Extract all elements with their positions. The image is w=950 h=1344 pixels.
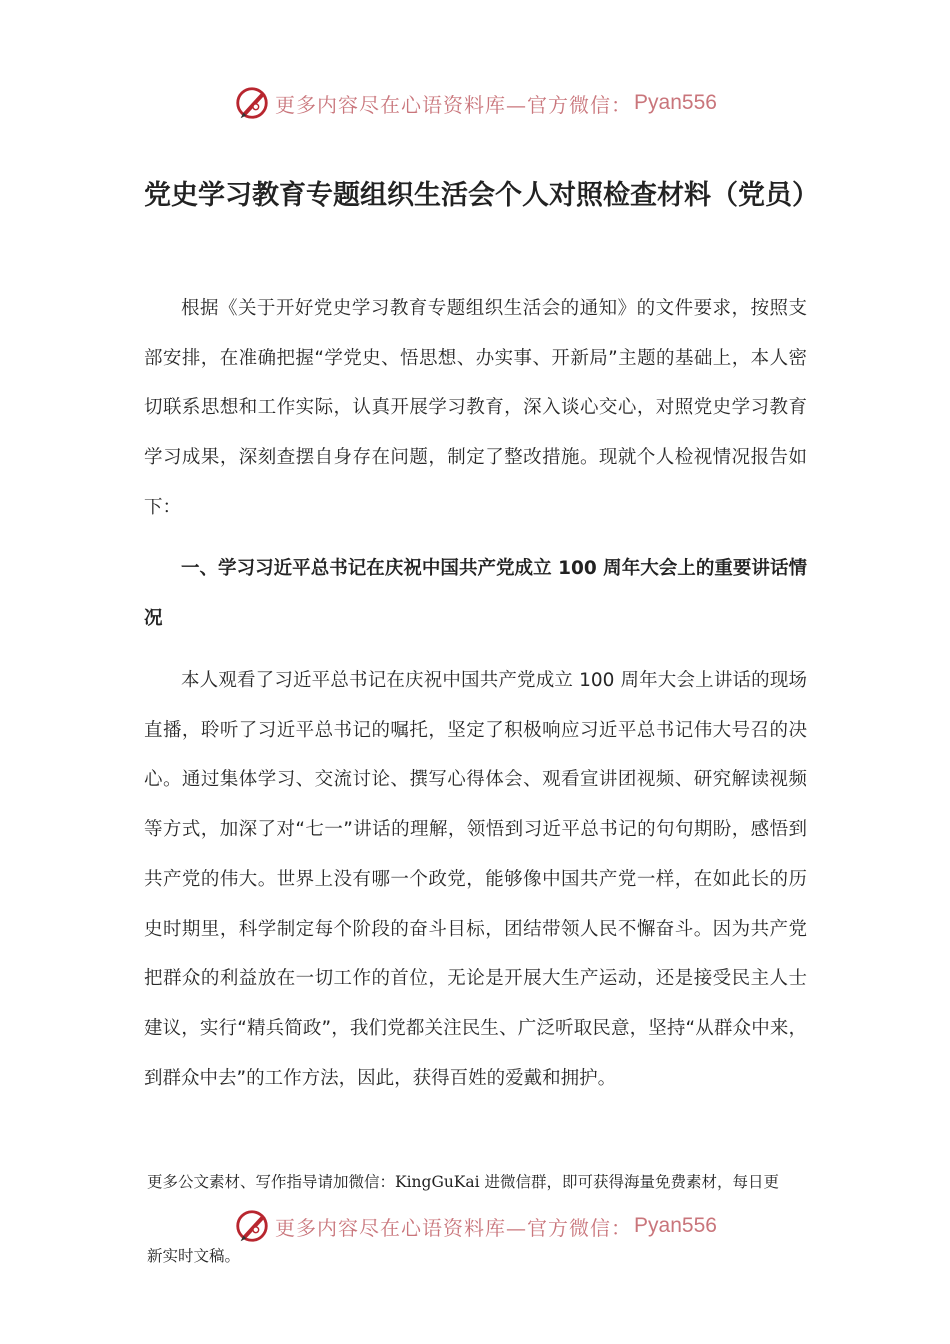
watermark-text: 更多内容尽在心语资料库—官方微信：: [275, 1215, 633, 1240]
watermark-footer: [0, 1207, 950, 1245]
paragraph-intro: 根据《关于开好党史学习教育专题组织生活会的通知》的文件要求，按照支部安排，在准确把握“学党史、悟思想、办实事、开新局”主题的基础上，本人密切联系思想和工作实际，认真开展学习教育，深入谈心交心，对照党史学习教育学习成果，深刻查摆自身存在问题，制定了整改措施。现就个人检视情况报告如下：: [144, 298, 807, 518]
section-heading-1: 一、学习习近平总书记在庆祝中国共产党成立 100 周年大会上的重要讲话情况: [144, 558, 807, 629]
footer-promo-note-end: 新实时文稿。: [147, 1247, 241, 1265]
paragraph-section-1: 本人观看了习近平总书记在庆祝中国共产党成立 100 周年大会上讲话的现场直播，聆听了习近平总书记的嘱托，坚定了积极响应习近平总书记伟大号召的决心。通过集体学习、交流讨论、撰写心得体会、观看宣讲团视频、研究解读视频等方式，加深了对“七一”讲话的理解，领悟到习近平总书记的句句期盼，感悟到共产党的伟大。世界上没有哪一个政党，能够像中国共产党一样，在如此长的历史时期里，科学制定每个阶段的奋斗目标，团结带领人民不懈奋斗。因为共产党把群众的利益放在一切工作的首位，无论是开展大生产运动，还是接受民主人士建议，实行“精兵简政”，我们党都关注民生、广泛听取民意，坚持“从群众中来，到群众中去”的工作方法，因此，获得百姓的爱戴和拥护。: [144, 670, 807, 1089]
pen-logo-icon: [233, 1207, 271, 1245]
watermark-wechat-id: Pyan556: [634, 91, 717, 114]
watermark-header: [0, 84, 950, 122]
pen-logo-icon: [233, 84, 271, 122]
document-title: 党史学习教育专题组织生活会个人对照检查材料（党员）: [144, 180, 819, 211]
watermark-wechat-id: Pyan556: [634, 1214, 717, 1237]
watermark-text: 更多内容尽在心语资料库—官方微信：: [275, 92, 633, 117]
footer-promo-note: 更多公文素材、写作指导请加微信：KingGuKai 进微信群，即可获得海量免费素材，每日更: [147, 1173, 780, 1191]
